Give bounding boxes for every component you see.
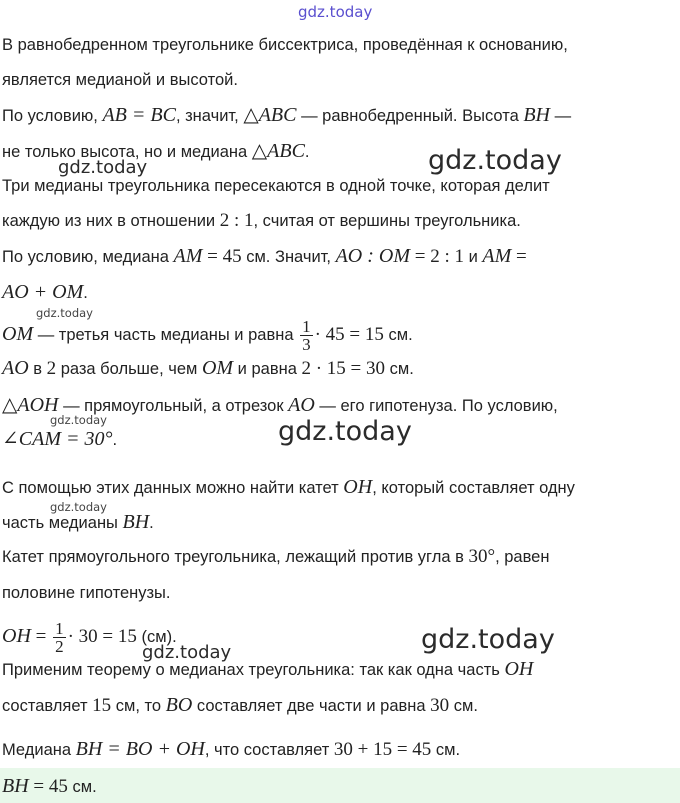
solution-line: не только высота, но и медиана △ABC.: [2, 140, 310, 162]
watermark: gdz.today: [421, 624, 555, 655]
solution-line: Три медианы треугольника пересекаются в одной точке, которая делит: [2, 177, 550, 195]
solution-line: ∠CAM = 30°.: [2, 428, 118, 450]
solution-line: Применим теорему о медианах треугольника: так как одна часть OH: [2, 658, 534, 680]
watermark: gdz.today: [142, 642, 232, 663]
watermark: gdz.today: [50, 500, 107, 514]
fraction: $\frac{1}{3}$: [302, 317, 311, 354]
solution-line: Медиана BH = BO + OH, что составляет 30 + 15 = 45 см.: [2, 738, 461, 760]
solution-line: каждую из них в отношении 2 : 1, считая от вершины треугольника.: [2, 210, 521, 231]
solution-line: является медианой и высотой.: [2, 71, 238, 89]
solution-line: В равнобедренном треугольнике биссектриса, проведённая к основанию,: [2, 36, 568, 54]
answer-line: BH = 45 см.: [2, 775, 97, 797]
solution-line: часть медианы BH.: [2, 511, 154, 533]
watermark: gdz.today: [58, 157, 148, 178]
solution-line: Катет прямоугольного треугольника, лежащий против угла в 30°, равен: [2, 546, 550, 567]
watermark: gdz.today: [428, 145, 562, 176]
solution-line: С помощью этих данных можно найти катет OH, который составляет одну: [2, 476, 575, 498]
solution-line: AO в 2 раза больше, чем OM и равна 2 · 15 = 30 см.: [2, 357, 414, 379]
watermark: gdz.today: [36, 306, 93, 320]
solution-line: составляет 15 см, то BO составляет две части и равна 30 см.: [2, 694, 478, 716]
solution-line: △AOH — прямоугольный, а отрезок AO — его гипотенуза. По условию,: [2, 394, 558, 416]
solution-line: OM — третья часть медианы и равна $\frac{1}{3}$ · 45 = 15 см.: [2, 317, 413, 354]
solution-line: По условию, AB = BC, значит, △ABC — равнобедренный. Высота BH —: [2, 104, 572, 126]
watermark: gdz.today: [278, 416, 412, 447]
fraction: $\frac{1}{2}$: [55, 619, 64, 656]
watermark: gdz.today: [50, 413, 107, 427]
solution-line: AO + OM.: [2, 281, 88, 303]
solution-line: OH = $\frac{1}{2}$ · 30 = 15 (см).: [2, 619, 177, 656]
site-watermark-top: gdz.today: [298, 3, 373, 21]
solution-line: половине гипотенузы.: [2, 584, 171, 602]
answer-highlight: [0, 768, 680, 803]
solution-line: По условию, медиана AM = 45 см. Значит, AO : OM = 2 : 1 и AM =: [2, 245, 527, 267]
